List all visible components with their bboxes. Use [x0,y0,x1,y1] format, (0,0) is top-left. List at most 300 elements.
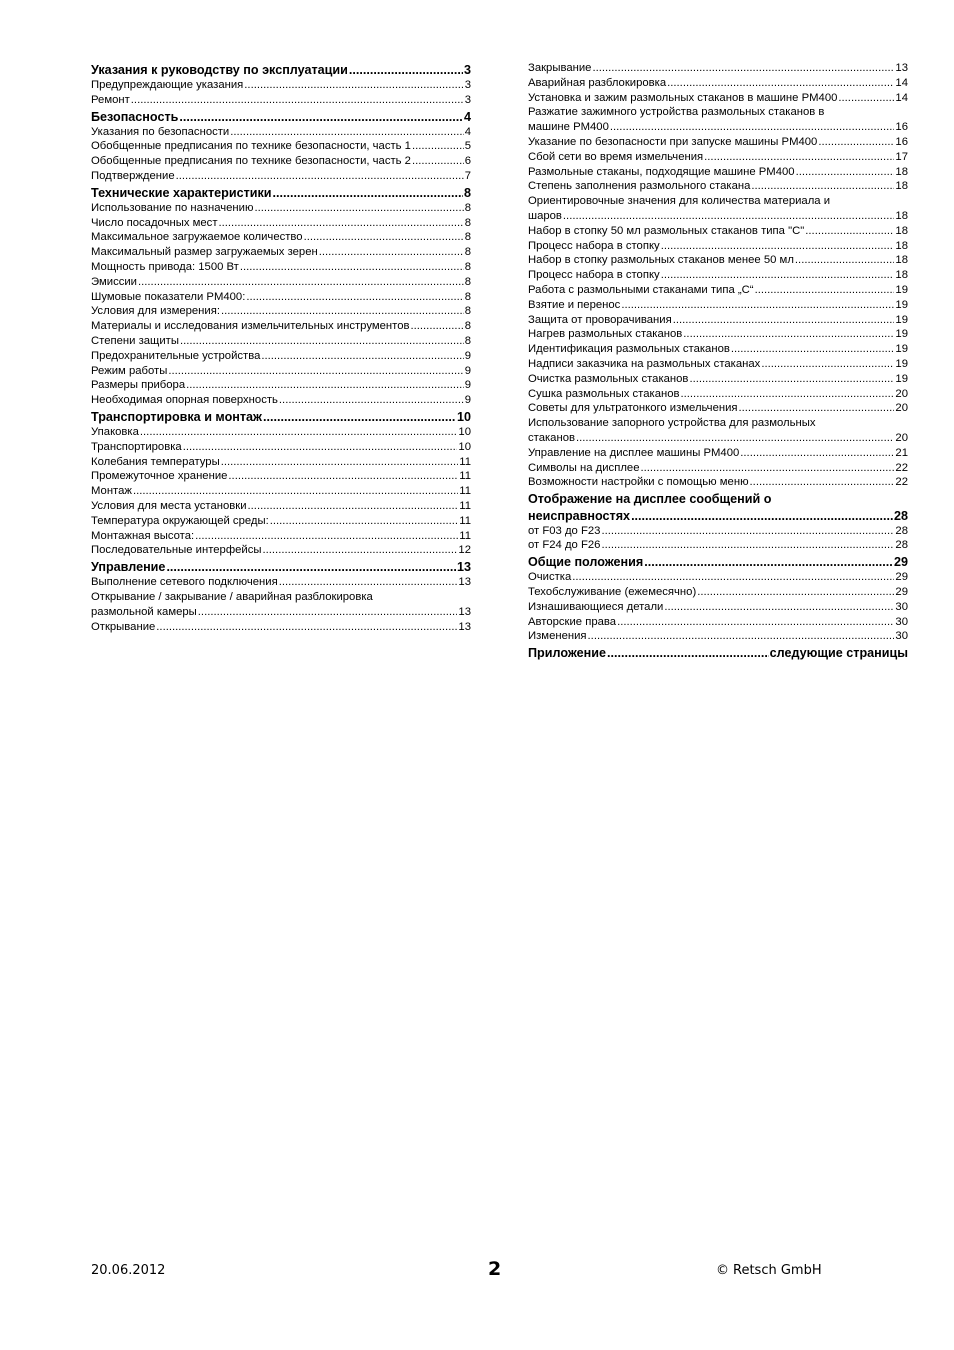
toc-entry[interactable] [91,575,471,590]
dot-leader [221,455,459,470]
dot-leader [176,169,464,184]
toc-entry[interactable] [91,605,471,620]
toc-entry-title: Обобщенные предписания по технике безопасности, часть 1 [91,140,411,153]
toc-entry-page: 19 [895,357,908,370]
toc-entry-page: 14 [895,91,908,104]
toc-entry-page: 8 [464,246,471,259]
dot-leader [183,440,458,455]
toc-entry[interactable] [91,425,471,440]
toc-entry-page: 20 [895,431,908,444]
dot-leader [138,275,464,290]
toc-entry[interactable] [91,201,471,216]
toc-entry-page: 28 [895,524,908,537]
dot-leader [156,620,457,635]
dot-leader [588,629,895,644]
toc-entry[interactable] [528,179,908,194]
toc-entry-page: 10 [458,440,471,453]
toc-entry-title: Обобщенные предписания по технике безопасности, часть 2 [91,155,411,168]
toc-entry-title: Сбой сети во время измельчения [528,150,704,163]
dot-leader [244,78,463,93]
toc-entry[interactable] [528,372,908,387]
toc-entry-page: 8 [464,201,471,214]
toc-right-column [528,61,908,661]
toc-entry-page: 19 [895,283,908,296]
toc-entry-title: машине PM400 [528,121,609,134]
toc-entry[interactable] [528,342,908,357]
toc-entry-page: 13 [458,605,471,618]
toc-entry-page: 9 [464,379,471,392]
toc-entry-title: Транспортировка [91,440,182,453]
toc-entry-title: Символы на дисплее [528,461,640,474]
toc-entry[interactable] [528,224,908,239]
dot-leader [673,313,895,328]
toc-entry-title: Транспортировка и монтаж [91,409,262,424]
toc-entry[interactable] [528,431,908,446]
dot-leader [349,62,463,78]
toc-entry-page: 11 [459,455,471,468]
toc-entry[interactable] [528,401,908,416]
toc-entry-page: 28 [895,539,908,552]
toc-entry[interactable] [91,125,471,140]
dot-leader [601,538,894,553]
footer-date: 20.06.2012 [91,1263,166,1278]
toc-entry[interactable] [528,446,908,461]
toc-entry-page: 10 [456,409,471,424]
toc-entry-title: Предохранительные устройства [91,349,261,362]
toc-entry[interactable] [91,230,471,245]
toc-entry-page: 14 [895,76,908,89]
dot-leader [254,201,463,216]
toc-entry-page: 10 [458,425,471,438]
dot-leader [186,378,464,393]
toc-entry-page: 21 [895,446,908,459]
toc-entry-title-line: Разжатие зажимного устройства размольных стаканов в [528,106,825,119]
toc-entry-page: 9 [464,349,471,362]
toc-entry-title: Ремонт [91,93,130,106]
toc-entry-title: Использование по назначению [91,201,254,214]
toc-entry-page: 29 [895,571,908,584]
dot-leader [412,139,464,154]
dot-leader [796,165,895,180]
toc-entry-page: 11 [459,499,471,512]
toc-entry-page: 18 [895,224,908,237]
toc-entry-page: 8 [464,320,471,333]
dot-leader [230,125,463,140]
toc-entry-title: Очистка размольных стаканов [528,372,689,385]
toc-entry-title: Изнашивающиеся детали [528,600,664,613]
dot-leader [697,585,894,600]
toc-entry-page: 19 [895,328,908,341]
toc-entry-title: Общие положения [528,555,644,570]
toc-entry[interactable] [528,475,908,490]
toc-entry-title: Технические характеристики [91,185,272,200]
toc-entry-page: 8 [464,334,471,347]
toc-entry-page: 11 [459,470,471,483]
dot-leader [195,529,458,544]
toc-entry-title: Последовательные интерфейсы [91,544,262,557]
toc-entry-title: шаров [528,209,562,222]
footer-copyright [716,1263,822,1278]
toc-entry[interactable] [91,216,471,231]
toc-entry[interactable] [91,514,471,529]
toc-entry-title: Шумовые показатели PM400: [91,290,246,303]
toc-entry-page: 4 [464,125,471,138]
dot-leader [240,260,464,275]
toc-entry-title: Возможности настройки с помощью меню [528,476,749,489]
dot-leader [818,135,894,150]
toc-entry-page: 8 [464,275,471,288]
toc-section-entry[interactable] [528,645,908,661]
dot-leader [180,334,464,349]
toc-entry-title: Нагрев размольных стаканов [528,328,683,341]
toc-entry-title-line: Использование запорного устройства для размольных [528,417,816,430]
dot-leader [279,393,464,408]
toc-entry-title: Аварийная разблокировка [528,76,667,89]
toc-entry-title: от F24 до F26 [528,539,601,552]
copyright-icon: © [716,1263,729,1278]
toc-entry-title: Максимальное загружаемое количество [91,231,303,244]
toc-entry-page: следующие страницы [769,646,908,661]
toc-entry[interactable] [91,334,471,349]
toc-entry-title: Указание по безопасности при запуске машины PM400 [528,135,818,148]
toc-entry-title: Указания к руководству по эксплуатации [91,63,348,77]
toc-entry[interactable] [91,78,471,93]
toc-entry[interactable] [91,139,471,154]
toc-entry-title: Условия для места установки [91,499,247,512]
dot-leader [279,575,458,590]
dot-leader [168,364,463,379]
dot-leader [576,431,894,446]
toc-entry-page: 22 [895,476,908,489]
toc-entry-page: 19 [895,298,908,311]
toc-entry-page: 8 [464,305,471,318]
toc-entry-title: Упаковка [91,425,139,438]
toc-entry-page: 17 [895,150,908,163]
dot-leader [179,109,463,125]
toc-entry-title: Надписи заказчика на размольных стаканах [528,357,761,370]
toc-entry-title: Установка и зажим размольных стаканов в машине PM400 [528,91,838,104]
toc-entry-page: 18 [895,239,908,252]
toc-entry-title: Эмиссии [91,275,137,288]
toc-entry-page: 3 [463,63,471,77]
toc-entry[interactable] [528,461,908,476]
toc-entry[interactable] [91,393,471,408]
dot-leader [750,475,895,490]
toc-entry-page: 16 [895,135,908,148]
toc-section-entry[interactable] [91,559,471,575]
toc-entry-title-line: Ориентировочные значения для количества материала и [528,195,831,208]
dot-leader [140,425,458,440]
toc-entry[interactable] [528,253,908,268]
toc-entry-page: 13 [458,576,471,589]
toc-entry[interactable] [91,349,471,364]
toc-entry[interactable] [528,600,908,615]
toc-entry-title: Материалы и исследования измельчительных инструментов [91,320,410,333]
dot-leader [640,461,894,476]
toc-entry[interactable] [528,120,908,135]
toc-entry-title: Промежуточное хранение [91,470,228,483]
dot-leader [221,304,464,319]
toc-entry-page: 13 [456,560,471,575]
toc-entry-page: 8 [464,216,471,229]
toc-entry-page: 13 [458,620,471,633]
dot-leader [263,543,458,558]
toc-entry[interactable] [528,91,908,106]
toc-entry-page: 18 [895,269,908,282]
toc-entry[interactable] [528,387,908,402]
toc-entry[interactable] [528,135,908,150]
toc-entry[interactable] [91,319,471,334]
footer-page-number: 2 [488,1258,502,1280]
toc-entry-page: 22 [895,461,908,474]
toc-entry[interactable] [91,290,471,305]
toc-entry-title: Максимальный размер загружаемых зерен [91,246,318,259]
toc-section-entry[interactable] [91,409,471,425]
toc-entry-title: Сушка размольных стаканов [528,387,680,400]
toc-entry-page: 6 [464,155,471,168]
toc-entry-page: 19 [895,313,908,326]
toc-entry[interactable] [91,304,471,319]
dot-leader [219,216,464,231]
toc-entry[interactable] [91,245,471,260]
toc-entry-title: Степень заполнения размольного стакана [528,180,751,193]
toc-entry[interactable] [91,440,471,455]
dot-leader [739,401,895,416]
dot-leader [689,372,894,387]
toc-entry-page: 11 [459,514,471,527]
dot-leader [761,357,894,372]
toc-entry-page: 18 [895,254,908,267]
toc-entry-page: 4 [463,109,471,124]
dot-leader [304,230,464,245]
toc-entry[interactable] [528,313,908,328]
dot-leader [133,484,458,499]
toc-entry-page: 18 [895,165,908,178]
dot-leader [731,342,895,357]
toc-entry-title: Монтажная высота: [91,529,195,542]
toc-entry-page: 18 [895,180,908,193]
toc-entry[interactable] [91,93,471,108]
toc-entry[interactable] [528,538,908,553]
dot-leader [166,559,456,575]
toc-entry[interactable] [91,499,471,514]
dot-leader [273,185,463,201]
toc-entry-title: Открывание [91,620,156,633]
dot-leader [248,499,459,514]
toc-entry[interactable] [528,615,908,630]
dot-leader [661,268,895,283]
toc-entry-title: стаканов [528,431,575,444]
toc-entry-page: 12 [458,544,471,557]
toc-entry-title: Процесс набора в стопку [528,269,660,282]
toc-entry-title: Указания по безопасности [91,125,230,138]
toc-entry-title: Изменения [528,630,587,643]
dot-leader [838,91,894,106]
toc-entry-page: 30 [895,630,908,643]
toc-entry-page: 11 [459,485,471,498]
toc-entry-title: Условия для измерения: [91,305,220,318]
toc-entry-title: Идентификация размольных стаканов [528,343,730,356]
toc-entry-page: 8 [464,260,471,273]
dot-leader [681,387,895,402]
dot-leader [740,446,894,461]
toc-entry-page: 8 [463,185,471,200]
toc-entry-page: 8 [464,231,471,244]
toc-entry-title: Колебания температуры [91,455,220,468]
toc-entry-title: Монтаж [91,485,132,498]
dot-leader [319,245,464,260]
toc-entry[interactable] [528,283,908,298]
toc-entry-title: Техобслуживание (ежемесячно) [528,586,697,598]
toc-entry-page: 8 [464,290,471,303]
toc-entry[interactable] [528,165,908,180]
toc-entry[interactable] [91,469,471,484]
toc-entry-title: Подтверждение [91,169,175,182]
toc-entry-title: Размольные стаканы, подходящие машине PM400 [528,165,795,178]
dot-leader [621,298,894,313]
toc-entry-title-line: Открывание / закрывание / аварийная разблокировка [91,590,373,603]
dot-leader [263,409,456,425]
toc-entry[interactable] [528,268,908,283]
toc-entry-page: 18 [895,209,908,222]
toc-entry-page: 16 [895,121,908,134]
dot-leader [607,645,769,661]
dot-leader [131,93,464,108]
toc-entry[interactable] [528,298,908,313]
dot-leader [601,524,894,539]
dot-leader [410,319,463,334]
toc-entry-title: Режим работы [91,364,168,377]
dot-leader [412,154,464,169]
toc-entry[interactable] [528,524,908,539]
dot-leader [563,209,895,224]
toc-entry-title: Размеры прибора [91,379,186,392]
toc-entry[interactable] [528,629,908,644]
toc-entry[interactable] [528,570,908,585]
dot-leader [755,283,895,298]
toc-left-column [91,61,471,634]
toc-entry-title: Защита от проворачивания [528,313,672,326]
toc-entry-page: 28 [893,508,908,523]
dot-leader [661,239,895,254]
dot-leader [644,554,893,570]
toc-entry-page: 5 [464,140,471,153]
toc-entry-title: от F03 до F23 [528,524,601,537]
toc-entry[interactable] [91,529,471,544]
toc-entry-title: Управление на дисплее машины PM400 [528,446,740,459]
dot-leader [572,570,894,585]
toc-entry-title: Управление [91,560,166,575]
toc-entry-page: 29 [893,555,908,570]
toc-entry[interactable] [91,260,471,275]
toc-entry-page: 29 [895,586,908,598]
dot-leader [228,469,458,484]
toc-entry-page: 20 [895,402,908,415]
toc-entry-page: 20 [895,387,908,400]
toc-entry-title: Выполнение сетевого подключения [91,576,278,589]
dot-leader [592,61,894,76]
toc-entry-title: Работа с размольными стаканами типа „C“ [528,283,754,296]
toc-entry-title: Мощность привода: 1500 Вт [91,260,239,273]
toc-entry[interactable] [91,378,471,393]
toc-entry-title: Число посадочных мест [91,216,218,229]
dot-leader [795,253,895,268]
dot-leader [617,615,894,630]
toc-entry-title: Взятие и перенос [528,298,621,311]
toc-entry-page: 9 [464,394,471,407]
toc-entry-page: 30 [895,600,908,613]
toc-entry-title: Предупреждающие указания [91,79,244,91]
toc-entry-title: Советы для ультратонкого измельчения [528,402,738,415]
toc-entry[interactable] [91,455,471,470]
toc-entry-title: Безопасность [91,109,179,124]
toc-entry-page: 3 [464,79,471,91]
toc-entry-title: Закрывание [528,62,592,74]
toc-entry[interactable] [91,484,471,499]
toc-entry[interactable] [91,364,471,379]
toc-entry[interactable] [528,76,908,91]
toc-entry-page: 3 [464,93,471,106]
toc-entry-page: 7 [464,169,471,182]
toc-entry-title: Авторские права [528,615,617,628]
dot-leader [270,514,459,529]
toc-section-entry[interactable] [91,62,471,78]
toc-entry[interactable] [91,620,471,635]
toc-section-entry[interactable] [528,508,908,524]
toc-section-entry[interactable] [91,185,471,201]
toc-entry[interactable] [528,239,908,254]
dot-leader [664,600,894,615]
toc-entry-title: Степени защиты [91,334,179,347]
toc-entry-title: Температура окружающей среды: [91,514,269,527]
toc-entry-title: Набор в стопку размольных стаканов менее 50 мл [528,254,794,267]
toc-section-entry[interactable] [528,554,908,570]
toc-entry[interactable] [528,61,908,76]
toc-entry-title: Процесс набора в стопку [528,239,660,252]
toc-entry[interactable] [528,585,908,600]
toc-entry[interactable] [91,154,471,169]
toc-entry-page: 19 [895,343,908,356]
toc-entry[interactable] [528,209,908,224]
dot-leader [667,76,894,91]
toc-entry-title-line: Отображение на дисплее сообщений о [528,492,772,507]
dot-leader [683,327,894,342]
toc-entry[interactable] [528,327,908,342]
toc-entry-title: размольной камеры [91,605,197,618]
toc-entry-page: 9 [464,364,471,377]
toc-entry-title: Очистка [528,571,572,584]
toc-section-entry[interactable] [91,109,471,125]
toc-entry[interactable] [91,543,471,558]
toc-entry-title: неисправностях [528,508,631,523]
dot-leader [198,605,458,620]
toc-entry-title: Необходимая опорная поверхность [91,394,278,407]
dot-leader [805,224,894,239]
toc-entry-title: Набор в стопку 50 мл размольных стаканов типа "C" [528,224,805,237]
dot-leader [631,508,893,524]
dot-leader [261,349,463,364]
toc-entry[interactable] [91,169,471,184]
dot-leader [704,150,894,165]
toc-entry[interactable] [91,275,471,290]
toc-entry-page: 11 [459,529,471,542]
toc-entry-title: Приложение [528,646,606,661]
toc-entry[interactable] [528,150,908,165]
toc-entry-page: 30 [895,615,908,628]
toc-entry[interactable] [528,357,908,372]
dot-leader [751,179,894,194]
footer-company: Retsch GmbH [733,1263,822,1278]
